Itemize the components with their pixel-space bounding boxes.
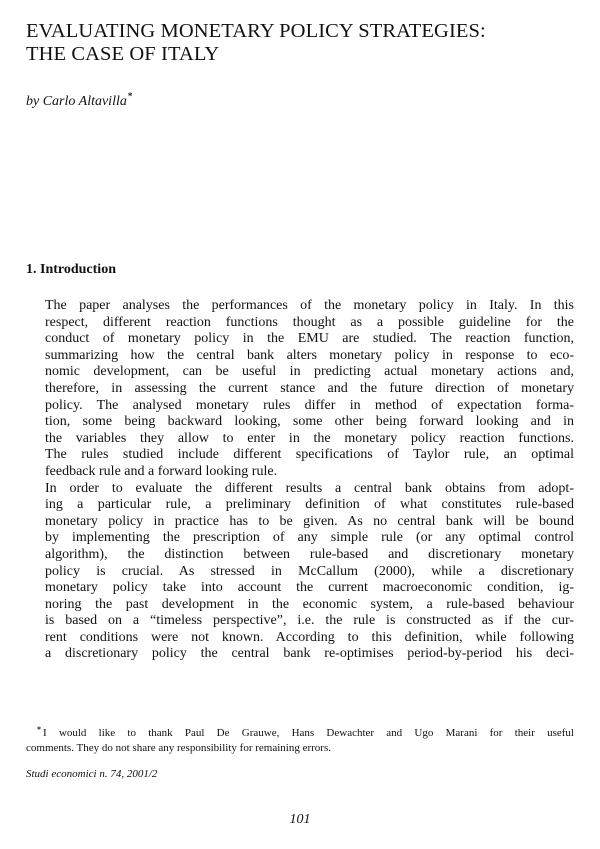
author-byline — [26, 91, 132, 110]
text-line: is based on a “timeless perspective”, i.e. the rule is constructed as if the cur- — [45, 613, 574, 629]
text-line: nomic development, can be useful in predicting actual monetary actions and, — [45, 364, 574, 380]
text-line: The paper analyses the performances of the monetary policy in Italy. In this — [45, 298, 574, 313]
text-line: respect, different reaction functions thought as a possible guideline for the — [45, 314, 574, 330]
footnote-line: comments. They do not share any responsibility for remaining errors. — [26, 741, 331, 754]
text-line: ing a particular rule, a preliminary definition of what constitutes rule-based — [45, 497, 574, 513]
page-number: 101 — [289, 812, 311, 827]
footnote-mark: * — [37, 725, 41, 734]
text-line: the variables they allow to enter in the monetary policy reaction functions. — [45, 430, 574, 446]
author-name: by Carlo Altavilla — [26, 94, 127, 109]
text-line: tion, some being backward looking, some other being forward looking and in — [45, 414, 574, 430]
author-footnote-mark: * — [127, 91, 133, 101]
text-line: noring the past development in the economic system, a rule-based behaviour — [45, 596, 574, 612]
paragraph-2 — [26, 481, 574, 664]
section-heading: 1. Introduction — [26, 262, 116, 277]
journal-citation: Studi economici n. 74, 2001/2 — [26, 768, 158, 780]
text-line: algorithm), the distinction between rule-based and discretionary monetary — [45, 546, 574, 562]
text-line: policy. The analysed monetary rules differ in method of expectation forma- — [45, 397, 574, 413]
text-line: summarizing how the central bank alters monetary policy in response to eco- — [45, 347, 574, 363]
body-text — [26, 298, 574, 663]
text-line: policy is crucial. As stressed in McCallum (2000), while a discretionary — [45, 563, 574, 579]
text-line: monetary policy in practice has to be given. As no central bank will be bound — [45, 513, 574, 529]
text-line: In order to evaluate the different results a central bank obtains from adopt- — [45, 480, 574, 496]
footnote — [26, 723, 574, 755]
text-line: by implementing the prescription of any simple rule (or any optimal control — [45, 530, 574, 546]
title-line: EVALUATING MONETARY POLICY STRATEGIES: — [26, 20, 486, 42]
text-line: therefore, in assessing the current stance and the future direction of monetary — [45, 380, 574, 396]
text-line: The rules studied include different specifications of Taylor rule, an optimal — [45, 447, 574, 463]
paragraph-1 — [26, 298, 574, 481]
text-line: rent conditions were not known. According to this definition, while following — [45, 629, 574, 645]
paper-title — [26, 20, 566, 66]
text-line: conduct of monetary policy in the EMU are studied. The reaction function, — [45, 331, 574, 347]
text-line: monetary policy take into account the current macroeconomic condition, ig- — [45, 580, 574, 596]
footnote-text: I would like to thank Paul De Grauwe, Hans Dewachter and Ugo Marani for their useful — [43, 727, 574, 739]
text-line: a discretionary policy the central bank re-optimises period-by-period his deci- — [45, 646, 574, 662]
title-line: THE CASE OF ITALY — [26, 43, 220, 65]
footnote-line — [26, 723, 574, 741]
text-line: feedback rule and a forward looking rule. — [45, 463, 278, 479]
